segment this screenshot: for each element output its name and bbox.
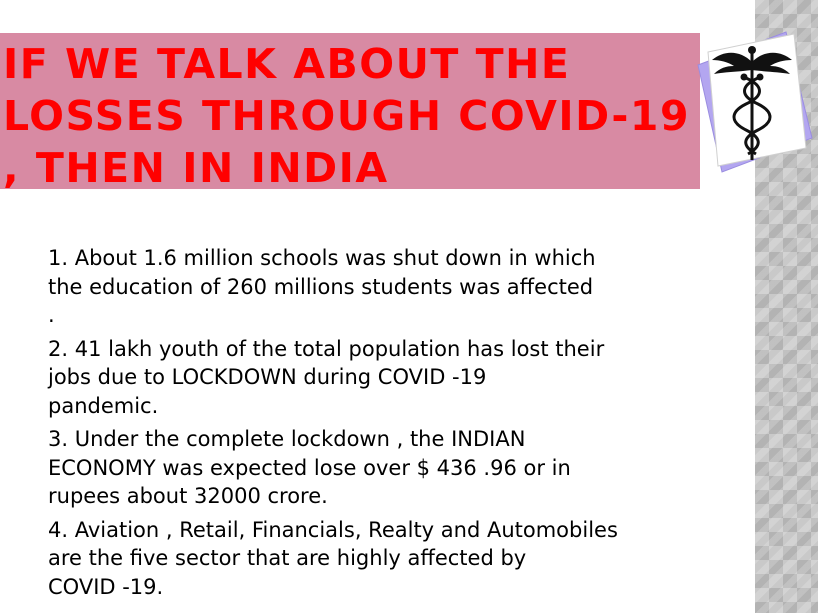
bullet-list <box>48 244 708 606</box>
list-item-text: 41 lakh youth of the total population has lost their jobs due to LOCKDOWN during COVID -19 pandemic. <box>48 336 605 418</box>
caduceus-icon <box>690 20 815 180</box>
list-item-number: 3. <box>48 427 75 451</box>
list-item-number: 2. <box>48 336 75 361</box>
list-item-text: Aviation , Retail, Financials, Realty and Automobiles are the five sector that are highly affected by COVID -19. <box>48 517 618 599</box>
list-item <box>48 516 708 602</box>
list-item <box>48 244 708 330</box>
list-item <box>48 335 708 421</box>
list-item-text: About 1.6 million schools was shut down in which the education of 260 millions students was affected . <box>48 246 596 327</box>
slide-title: IF WE TALK ABOUT THE LOSSES THROUGH COVID-19 , THEN IN INDIA <box>3 40 690 192</box>
list-item-text: Under the complete lockdown , the INDIAN ECONOMY was expected lose over $ 436 .96 or in rupees about 32000 crore. <box>48 427 571 508</box>
list-item-number: 4. <box>48 517 75 542</box>
list-item-number: 1. <box>48 246 75 270</box>
list-item <box>48 425 708 511</box>
